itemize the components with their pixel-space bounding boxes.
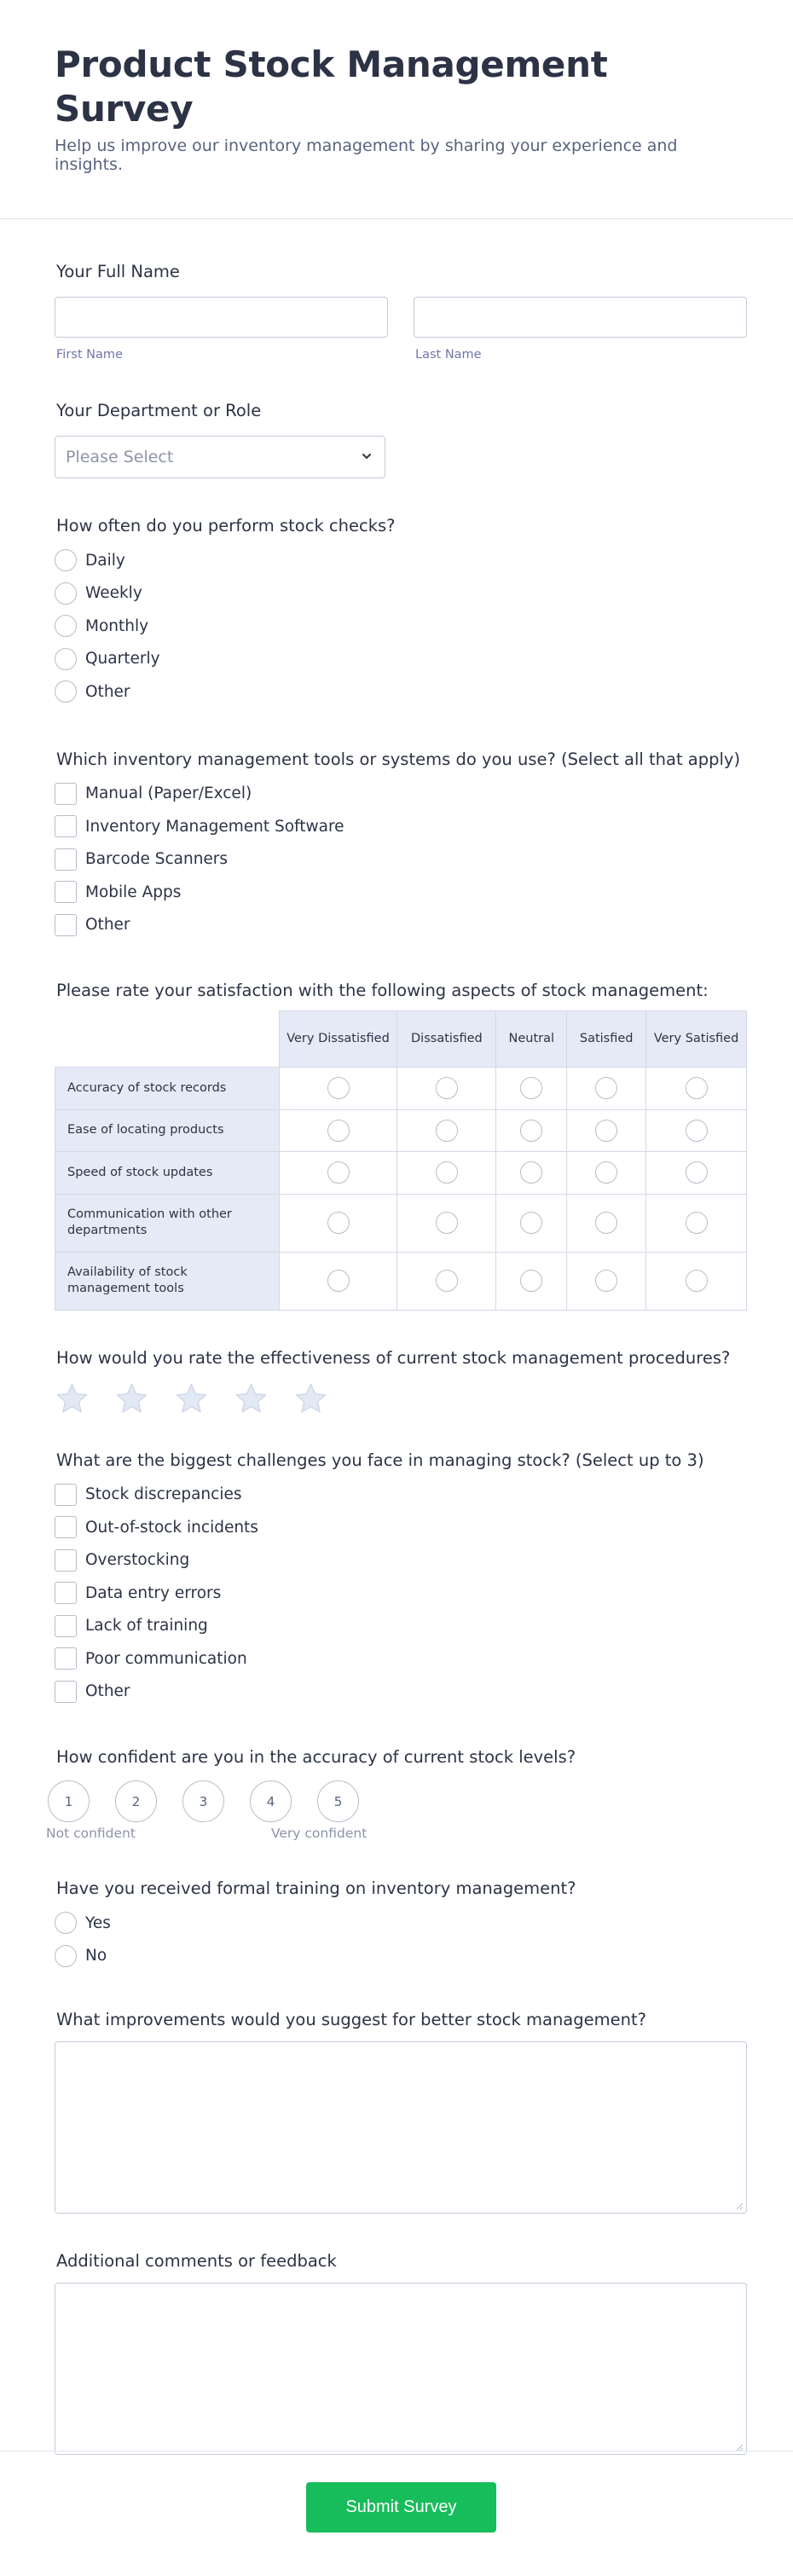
option-label: Overstocking — [85, 1551, 190, 1570]
satisfaction-matrix — [55, 1010, 747, 1311]
department-select[interactable] — [55, 436, 385, 478]
matrix-row-label: Speed of stock updates — [55, 1152, 280, 1195]
matrix-radio[interactable] — [595, 1161, 617, 1184]
checkbox-option[interactable] — [55, 1577, 747, 1610]
radio-button[interactable] — [55, 615, 77, 637]
scale-option[interactable]: 3 — [182, 1780, 224, 1822]
survey-form — [0, 262, 793, 2455]
matrix-row-label: Communication with other departments — [55, 1194, 280, 1252]
radio-button[interactable] — [55, 582, 77, 605]
matrix-radio[interactable] — [436, 1161, 458, 1184]
radio-option[interactable] — [55, 610, 747, 643]
first-name-input[interactable] — [55, 297, 388, 338]
first-name-sublabel: First Name — [56, 348, 123, 362]
checkbox[interactable] — [55, 783, 77, 805]
radio-option[interactable] — [55, 675, 747, 709]
comments-textarea[interactable] — [55, 2283, 747, 2455]
matrix-radio[interactable] — [327, 1270, 350, 1292]
radio-button[interactable] — [55, 680, 77, 703]
matrix-radio[interactable] — [686, 1212, 708, 1234]
matrix-row — [55, 1109, 747, 1152]
checkbox-option[interactable] — [55, 1544, 747, 1577]
question-label: Please rate your satisfaction with the following aspects of stock management: — [56, 981, 709, 1000]
checkbox[interactable] — [55, 815, 77, 837]
star-icon[interactable] — [234, 1381, 269, 1416]
matrix-radio[interactable] — [686, 1270, 708, 1292]
matrix-row — [55, 1194, 747, 1252]
matrix-radio[interactable] — [327, 1120, 350, 1142]
question-department — [55, 401, 747, 478]
matrix-column-header: Dissatisfied — [397, 1011, 496, 1068]
select-placeholder: Please Select — [66, 448, 174, 466]
scale-option[interactable]: 1 — [48, 1780, 90, 1822]
last-name-sublabel: Last Name — [415, 348, 482, 362]
checkbox[interactable] — [55, 1615, 77, 1637]
question-improvements — [55, 2010, 747, 2214]
checkbox[interactable] — [55, 1484, 77, 1506]
matrix-column-header: Satisfied — [567, 1011, 646, 1068]
matrix-column-header: Very Dissatisfied — [279, 1011, 397, 1068]
option-label: Weekly — [85, 584, 142, 603]
star-icon[interactable] — [293, 1381, 328, 1416]
matrix-radio[interactable] — [436, 1270, 458, 1292]
matrix-radio[interactable] — [595, 1077, 617, 1099]
matrix-row — [55, 1068, 747, 1110]
question-label: Which inventory management tools or systems do you use? (Select all that apply) — [56, 749, 741, 769]
option-label: Barcode Scanners — [85, 850, 229, 869]
checkbox[interactable] — [55, 914, 77, 936]
option-label: Monthly — [85, 617, 149, 635]
option-label: Lack of training — [85, 1617, 208, 1635]
checkbox-option[interactable] — [55, 1676, 747, 1709]
page-subtitle: Help us improve our inventory management by sharing your experience and insights. — [55, 136, 678, 174]
matrix-radio[interactable] — [520, 1077, 542, 1099]
tools-options — [55, 778, 747, 942]
form-header — [0, 0, 793, 219]
matrix-radio[interactable] — [686, 1161, 708, 1184]
scale-max-label: Very confident — [271, 1826, 368, 1841]
matrix-row — [55, 1152, 747, 1195]
checkbox-option[interactable] — [55, 843, 747, 877]
question-effectiveness — [55, 1348, 747, 1416]
checkbox-option[interactable] — [55, 876, 747, 909]
scale-option[interactable]: 4 — [250, 1780, 292, 1822]
checkbox[interactable] — [55, 1516, 77, 1538]
checkbox[interactable] — [55, 1681, 77, 1703]
matrix-radio[interactable] — [327, 1161, 350, 1184]
matrix-radio[interactable] — [436, 1212, 458, 1234]
checkbox[interactable] — [55, 1549, 77, 1572]
matrix-radio[interactable] — [327, 1077, 350, 1099]
chevron-down-icon — [361, 450, 373, 462]
matrix-radio[interactable] — [520, 1120, 542, 1142]
option-label: Mobile Apps — [85, 883, 182, 901]
option-label: Inventory Management Software — [85, 817, 344, 836]
checkbox-option[interactable] — [55, 1642, 747, 1676]
matrix-radio[interactable] — [520, 1270, 542, 1292]
matrix-row-label: Ease of locating products — [55, 1109, 280, 1152]
question-label: Additional comments or feedback — [56, 2251, 337, 2271]
option-label: Other — [85, 1682, 130, 1701]
question-label: What are the biggest challenges you face in managing stock? (Select up to 3) — [56, 1450, 704, 1470]
option-label: Daily — [85, 551, 125, 570]
checkbox-option[interactable] — [55, 909, 747, 942]
checkbox-option[interactable] — [55, 1610, 747, 1643]
checkbox[interactable] — [55, 848, 77, 871]
checkbox[interactable] — [55, 881, 77, 903]
checkbox[interactable] — [55, 1647, 77, 1670]
radio-option[interactable] — [55, 577, 747, 611]
option-label: Quarterly — [85, 650, 160, 669]
question-satisfaction — [55, 981, 747, 1311]
checkbox-option[interactable] — [55, 810, 747, 843]
matrix-radio[interactable] — [436, 1120, 458, 1142]
matrix-row-label: Availability of stock management tools — [55, 1252, 280, 1310]
question-label: How often do you perform stock checks? — [56, 516, 396, 535]
radio-option[interactable] — [55, 1940, 747, 1973]
option-label: Manual (Paper/Excel) — [85, 784, 252, 803]
option-label: Stock discrepancies — [85, 1485, 242, 1504]
matrix-radio[interactable] — [520, 1212, 542, 1234]
form-footer — [0, 2451, 793, 2576]
question-label: Have you received formal training on inventory management? — [56, 1878, 576, 1898]
question-label: Your Full Name — [56, 262, 180, 281]
star-rating — [55, 1381, 747, 1416]
matrix-column-header: Neutral — [496, 1011, 567, 1068]
option-label: Other — [85, 916, 130, 935]
question-frequency — [55, 516, 747, 709]
checkbox-option[interactable] — [55, 1479, 747, 1512]
star-icon[interactable] — [114, 1381, 149, 1416]
option-label: Yes — [85, 1913, 111, 1932]
question-comments — [55, 2251, 747, 2455]
matrix-radio[interactable] — [686, 1077, 708, 1099]
matrix-radio[interactable] — [595, 1212, 617, 1234]
matrix-radio[interactable] — [327, 1212, 350, 1234]
question-label: How confident are you in the accuracy of current stock levels? — [56, 1747, 576, 1767]
scale-option[interactable]: 2 — [115, 1780, 157, 1822]
checkbox-option[interactable] — [55, 1511, 747, 1544]
option-label: Poor communication — [85, 1649, 247, 1668]
option-label: No — [85, 1947, 107, 1965]
question-full-name — [55, 262, 747, 362]
option-label: Out-of-stock incidents — [85, 1518, 258, 1537]
page-title: Product Stock Management Survey — [55, 43, 608, 130]
question-confidence — [46, 1747, 747, 1850]
radio-option[interactable] — [55, 643, 747, 676]
scale-min-label: Not confident — [46, 1826, 136, 1841]
question-training — [55, 1878, 747, 1972]
option-label: Other — [85, 682, 130, 701]
radio-button[interactable] — [55, 1912, 77, 1934]
frequency-options — [55, 544, 747, 709]
radio-button[interactable] — [55, 549, 77, 571]
question-label: How would you rate the effectiveness of current stock management procedures? — [56, 1347, 731, 1368]
checkbox-option[interactable] — [55, 778, 747, 811]
checkbox[interactable] — [55, 1582, 77, 1604]
matrix-row-label: Accuracy of stock records — [55, 1068, 280, 1110]
matrix-radio[interactable] — [686, 1120, 708, 1142]
scale-option[interactable]: 5 — [317, 1780, 359, 1822]
resize-grip-icon[interactable] — [735, 2202, 744, 2210]
matrix-radio[interactable] — [520, 1161, 542, 1184]
matrix-radio[interactable] — [436, 1077, 458, 1099]
question-tools — [55, 750, 747, 942]
star-icon[interactable] — [174, 1381, 209, 1416]
challenges-options — [55, 1479, 747, 1709]
last-name-input[interactable] — [414, 297, 747, 338]
submit-button[interactable]: Submit Survey — [306, 2482, 496, 2533]
option-label: Data entry errors — [85, 1583, 222, 1602]
matrix-column-header: Very Satisfied — [646, 1011, 747, 1068]
matrix-corner — [55, 1011, 280, 1068]
star-icon[interactable] — [55, 1381, 90, 1416]
radio-button[interactable] — [55, 1945, 77, 1967]
confidence-scale — [48, 1780, 747, 1822]
improvements-textarea[interactable] — [55, 2041, 747, 2214]
radio-option[interactable] — [55, 544, 747, 577]
matrix-row — [55, 1252, 747, 1310]
matrix-radio[interactable] — [595, 1120, 617, 1142]
radio-button[interactable] — [55, 648, 77, 670]
question-challenges — [55, 1450, 747, 1709]
training-options — [55, 1907, 747, 1972]
matrix-radio[interactable] — [595, 1270, 617, 1292]
radio-option[interactable] — [55, 1907, 747, 1940]
question-label: Your Department or Role — [56, 401, 262, 420]
question-label: What improvements would you suggest for better stock management? — [56, 2010, 646, 2029]
